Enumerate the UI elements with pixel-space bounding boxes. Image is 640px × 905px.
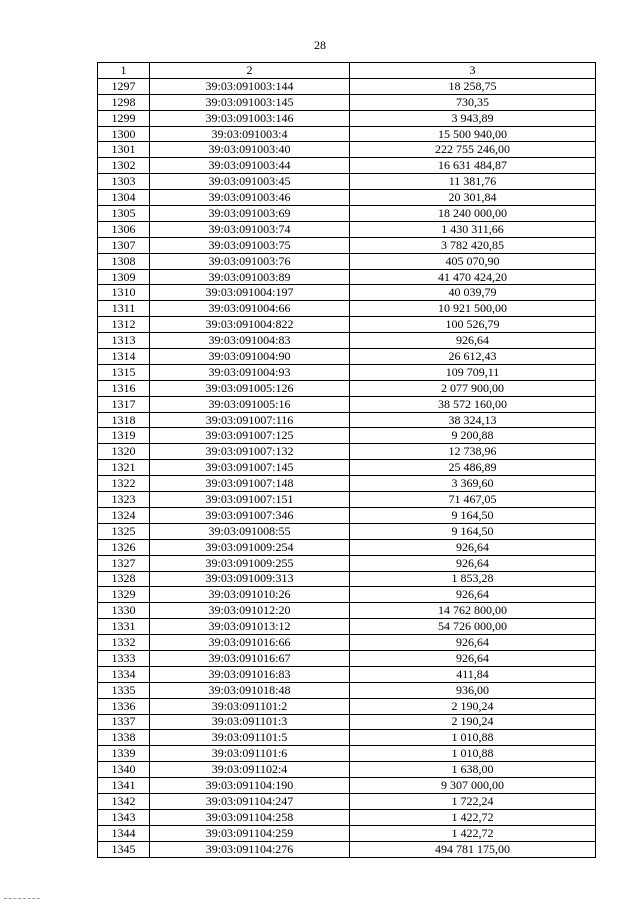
cadastral-number-cell: 39:03:091101:5 [150,730,350,746]
row-number-cell: 1337 [98,714,150,730]
value-cell: 54 726 000,00 [350,619,596,635]
row-number-cell: 1304 [98,190,150,206]
row-number-cell: 1303 [98,174,150,190]
cadastral-number-cell: 39:03:091003:76 [150,253,350,269]
table-row [98,301,596,317]
row-number-cell: 1339 [98,746,150,762]
cadastral-number-cell: 39:03:091104:276 [150,841,350,857]
table-row [98,174,596,190]
row-number-cell: 1321 [98,460,150,476]
cadastral-number-cell: 39:03:091016:67 [150,650,350,666]
value-cell: 15 500 940,00 [350,126,596,142]
value-cell: 12 738,96 [350,444,596,460]
value-cell: 2 190,24 [350,698,596,714]
table-row [98,587,596,603]
value-cell: 16 631 484,87 [350,158,596,174]
value-cell: 9 164,50 [350,507,596,523]
cadastral-number-cell: 39:03:091003:44 [150,158,350,174]
table-row [98,571,596,587]
value-cell: 14 762 800,00 [350,603,596,619]
row-number-cell: 1334 [98,666,150,682]
value-cell: 3 782 420,85 [350,237,596,253]
row-number-cell: 1324 [98,507,150,523]
table-row [98,793,596,809]
table-row [98,476,596,492]
value-cell: 20 301,84 [350,190,596,206]
row-number-cell: 1344 [98,825,150,841]
row-number-cell: 1307 [98,237,150,253]
cadastral-number-cell: 39:03:091004:197 [150,285,350,301]
table-row [98,841,596,857]
value-cell: 926,64 [350,333,596,349]
row-number-cell: 1340 [98,762,150,778]
cadastral-number-cell: 39:03:091003:89 [150,269,350,285]
row-number-cell: 1326 [98,539,150,555]
value-cell: 18 258,75 [350,78,596,94]
table-row [98,285,596,301]
cadastral-number-cell: 39:03:091101:6 [150,746,350,762]
cadastral-number-cell: 39:03:091007:148 [150,476,350,492]
cadastral-number-cell: 39:03:091004:93 [150,364,350,380]
cadastral-number-cell: 39:03:091104:259 [150,825,350,841]
cadastral-number-cell: 39:03:091012:20 [150,603,350,619]
row-number-cell: 1312 [98,317,150,333]
row-number-cell: 1314 [98,349,150,365]
table-row [98,110,596,126]
row-number-cell: 1297 [98,78,150,94]
value-cell: 1 010,88 [350,730,596,746]
value-cell: 11 381,76 [350,174,596,190]
row-number-cell: 1300 [98,126,150,142]
value-cell: 26 612,43 [350,349,596,365]
value-cell: 9 200,88 [350,428,596,444]
value-cell: 38 572 160,00 [350,396,596,412]
value-cell: 494 781 175,00 [350,841,596,857]
row-number-cell: 1330 [98,603,150,619]
cadastral-number-cell: 39:03:091008:55 [150,523,350,539]
cadastral-number-cell: 39:03:091104:190 [150,778,350,794]
value-cell: 1 638,00 [350,762,596,778]
table-row [98,253,596,269]
row-number-cell: 1319 [98,428,150,444]
column-header-2: 2 [150,63,350,79]
table-row [98,682,596,698]
value-cell: 9 164,50 [350,523,596,539]
row-number-cell: 1333 [98,650,150,666]
cadastral-number-cell: 39:03:091003:146 [150,110,350,126]
value-cell: 3 943,89 [350,110,596,126]
row-number-cell: 1298 [98,94,150,110]
value-cell: 10 921 500,00 [350,301,596,317]
table-row [98,650,596,666]
table-row [98,206,596,222]
cadastral-number-cell: 39:03:091007:125 [150,428,350,444]
row-number-cell: 1301 [98,142,150,158]
row-number-cell: 1342 [98,793,150,809]
row-number-cell: 1305 [98,206,150,222]
cadastral-number-cell: 39:03:091009:254 [150,539,350,555]
row-number-cell: 1338 [98,730,150,746]
value-cell: 926,64 [350,555,596,571]
value-cell: 1 722,24 [350,793,596,809]
table-header-row [98,63,596,79]
row-number-cell: 1345 [98,841,150,857]
row-number-cell: 1325 [98,523,150,539]
row-number-cell: 1311 [98,301,150,317]
row-number-cell: 1331 [98,619,150,635]
table-row [98,603,596,619]
cadastral-number-cell: 39:03:091009:313 [150,571,350,587]
value-cell: 1 430 311,66 [350,221,596,237]
row-number-cell: 1335 [98,682,150,698]
row-number-cell: 1317 [98,396,150,412]
cadastral-number-cell: 39:03:091004:83 [150,333,350,349]
row-number-cell: 1323 [98,492,150,508]
row-number-cell: 1302 [98,158,150,174]
cadastral-number-cell: 39:03:091018:48 [150,682,350,698]
cadastral-number-cell: 39:03:091016:83 [150,666,350,682]
table-row [98,492,596,508]
cadastral-number-cell: 39:03:091003:4 [150,126,350,142]
cadastral-number-cell: 39:03:091003:144 [150,78,350,94]
row-number-cell: 1313 [98,333,150,349]
cadastral-number-cell: 39:03:091003:75 [150,237,350,253]
value-cell: 926,64 [350,650,596,666]
value-cell: 1 422,72 [350,809,596,825]
value-cell: 411,84 [350,666,596,682]
table-row [98,507,596,523]
table-row [98,539,596,555]
cadastral-value-table [97,62,596,858]
cadastral-number-cell: 39:03:091101:2 [150,698,350,714]
table-row [98,364,596,380]
value-cell: 18 240 000,00 [350,206,596,222]
table-row [98,746,596,762]
table-row [98,778,596,794]
cadastral-number-cell: 39:03:091003:40 [150,142,350,158]
row-number-cell: 1328 [98,571,150,587]
table-row [98,635,596,651]
page-number: 28 [314,38,326,52]
table-row [98,142,596,158]
cadastral-number-cell: 39:03:091005:16 [150,396,350,412]
value-cell: 1 010,88 [350,746,596,762]
cadastral-number-cell: 39:03:091016:66 [150,635,350,651]
value-cell: 926,64 [350,635,596,651]
footer-mark [4,898,40,899]
row-number-cell: 1329 [98,587,150,603]
cadastral-number-cell: 39:03:091007:116 [150,412,350,428]
cadastral-number-cell: 39:03:091104:247 [150,793,350,809]
table-row [98,158,596,174]
value-cell: 2 190,24 [350,714,596,730]
row-number-cell: 1315 [98,364,150,380]
value-cell: 3 369,60 [350,476,596,492]
row-number-cell: 1316 [98,380,150,396]
table-row [98,428,596,444]
cadastral-number-cell: 39:03:091003:69 [150,206,350,222]
table-row [98,825,596,841]
cadastral-number-cell: 39:03:091003:45 [150,174,350,190]
table-row [98,349,596,365]
row-number-cell: 1318 [98,412,150,428]
table-row [98,619,596,635]
table-row [98,333,596,349]
row-number-cell: 1322 [98,476,150,492]
table-row [98,698,596,714]
cadastral-number-cell: 39:03:091102:4 [150,762,350,778]
value-cell: 936,00 [350,682,596,698]
row-number-cell: 1299 [98,110,150,126]
table-body [98,78,596,857]
cadastral-number-cell: 39:03:091004:90 [150,349,350,365]
table-row [98,380,596,396]
cadastral-number-cell: 39:03:091007:132 [150,444,350,460]
value-cell: 71 467,05 [350,492,596,508]
value-cell: 25 486,89 [350,460,596,476]
table-row [98,460,596,476]
value-cell: 730,35 [350,94,596,110]
value-cell: 405 070,90 [350,253,596,269]
cadastral-number-cell: 39:03:091101:3 [150,714,350,730]
cadastral-number-cell: 39:03:091004:66 [150,301,350,317]
table-row [98,190,596,206]
cadastral-number-cell: 39:03:091007:151 [150,492,350,508]
table-row [98,714,596,730]
table-row [98,730,596,746]
cadastral-number-cell: 39:03:091007:346 [150,507,350,523]
cadastral-number-cell: 39:03:091004:822 [150,317,350,333]
table-row [98,762,596,778]
cadastral-number-cell: 39:03:091007:145 [150,460,350,476]
cadastral-number-cell: 39:03:091003:46 [150,190,350,206]
row-number-cell: 1308 [98,253,150,269]
cadastral-number-cell: 39:03:091013:12 [150,619,350,635]
row-number-cell: 1332 [98,635,150,651]
value-cell: 2 077 900,00 [350,380,596,396]
cadastral-number-cell: 39:03:091009:255 [150,555,350,571]
value-cell: 222 755 246,00 [350,142,596,158]
cadastral-number-cell: 39:03:091003:74 [150,221,350,237]
value-cell: 1 422,72 [350,825,596,841]
table-row [98,126,596,142]
cadastral-number-cell: 39:03:091104:258 [150,809,350,825]
table-row [98,221,596,237]
row-number-cell: 1309 [98,269,150,285]
value-cell: 1 853,28 [350,571,596,587]
value-cell: 9 307 000,00 [350,778,596,794]
value-cell: 926,64 [350,539,596,555]
cadastral-number-cell: 39:03:091005:126 [150,380,350,396]
row-number-cell: 1327 [98,555,150,571]
value-cell: 109 709,11 [350,364,596,380]
value-cell: 100 526,79 [350,317,596,333]
row-number-cell: 1336 [98,698,150,714]
row-number-cell: 1341 [98,778,150,794]
table-row [98,809,596,825]
cadastral-number-cell: 39:03:091003:145 [150,94,350,110]
row-number-cell: 1320 [98,444,150,460]
column-header-1: 1 [98,63,150,79]
table-row [98,666,596,682]
table-row [98,396,596,412]
value-cell: 38 324,13 [350,412,596,428]
row-number-cell: 1310 [98,285,150,301]
table-row [98,94,596,110]
value-cell: 40 039,79 [350,285,596,301]
row-number-cell: 1343 [98,809,150,825]
table-row [98,412,596,428]
table-row [98,317,596,333]
table-row [98,269,596,285]
cadastral-number-cell: 39:03:091010:26 [150,587,350,603]
table-row [98,237,596,253]
table-row [98,78,596,94]
table-row [98,555,596,571]
table-row [98,444,596,460]
row-number-cell: 1306 [98,221,150,237]
value-cell: 926,64 [350,587,596,603]
value-cell: 41 470 424,20 [350,269,596,285]
column-header-3: 3 [350,63,596,79]
table-row [98,523,596,539]
